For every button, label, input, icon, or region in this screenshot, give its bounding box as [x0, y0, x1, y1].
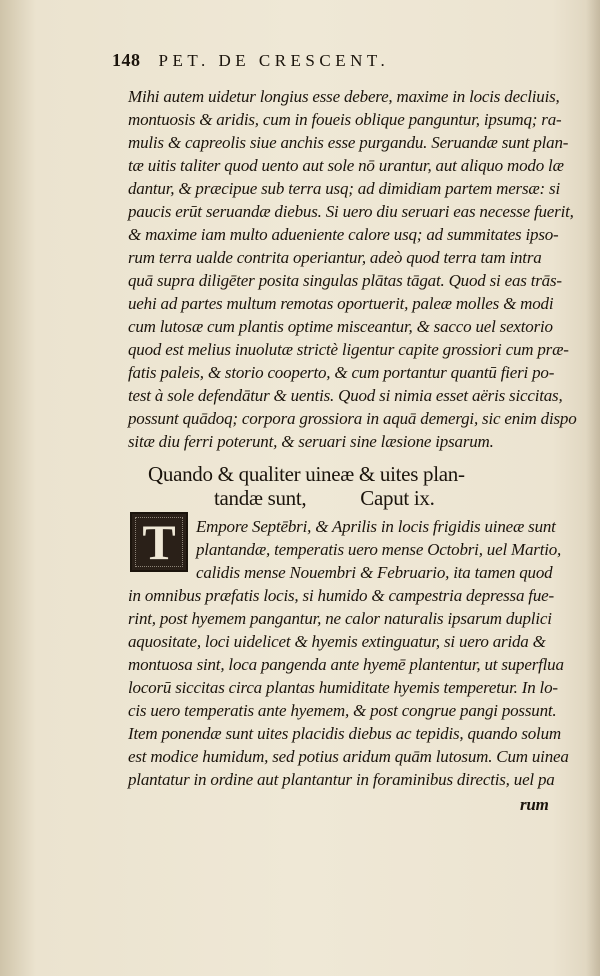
chapter-heading-continued [214, 486, 435, 510]
text-line: uehi ad partes multum remotas oportuerit, paleæ molles & modi [128, 294, 554, 313]
chapter-heading: Quando & qualiter uineæ & uites plan- [148, 462, 465, 486]
text-line: fatis paleis, & storio cooperto, & cum portantur quantū fieri po- [128, 363, 555, 382]
text-line: Mihi autem uidetur longius esse debere, maxime in locis decliuis, [128, 87, 560, 106]
text-line: montuosa sint, loca pangenda ante hyemē plantentur, ut superflua [128, 655, 564, 674]
text-line: cis uero temperatis ante hyemem, & post congrue pangi possunt. [128, 701, 557, 720]
text-line: quā supra diligēter posita singulas plātas tāgat. Quod si eas trās- [128, 271, 562, 290]
text-line: dantur, & præcipue sub terra usq; ad dimidiam partem mersæ: si [128, 179, 560, 198]
text-line: in omnibus præfatis locis, si humido & campestria depressa fue- [128, 586, 554, 605]
text-line: montuosis & aridis, cum in foueis oblique panguntur, ipsumq; ra- [128, 110, 562, 129]
text-line: est modice humidum, sed potius aridum quām lutosum. Cum uinea [128, 747, 569, 766]
text-line: cum lutosæ cum plantis optime misceantur, & sacco uel sextorio [128, 317, 553, 336]
text-line: calidis mense Nouembri & Februario, ita tamen quod [196, 563, 553, 582]
text-line: rint, post hyemem pangantur, ne calor naturalis ipsarum duplici [128, 609, 552, 628]
drop-cap-letter: T [142, 514, 176, 570]
page-number: 148 [112, 50, 141, 70]
text-line: Empore Septēbri, & Aprilis in locis frigidis uineæ sunt [196, 517, 556, 536]
chapter-heading-tail: tandæ sunt, [214, 486, 307, 510]
text-line: test à sole defendātur & uentis. Quod si nimia esset aëris siccitas, [128, 386, 563, 405]
text-line: possunt quādoq; corpora grossiora in aquā demergi, sic enim dispo [128, 409, 577, 428]
page-header [112, 50, 532, 78]
text-line: tæ uitis taliter quod uento aut sole nō urantur, aut aliquo modo læ [128, 156, 564, 175]
page-edge-shadow [586, 0, 600, 976]
text-line: quod est melius inuolutæ strictè ligentur capite grossiori cum præ- [128, 340, 569, 359]
text-line: Item ponendæ sunt uites placidis diebus ac tepidis, quando solum [128, 724, 561, 743]
text-line: & maxime iam multo adueniente calore usq; ad summitates ipso- [128, 225, 559, 244]
text-line: sitæ diu ferri poterunt, & seruari sine læsione ipsarum. [128, 432, 494, 451]
running-head: PET. DE CRESCENT. [158, 51, 390, 70]
chapter-number: Caput ix. [360, 486, 435, 510]
catchword: rum [520, 795, 549, 814]
text-line: aquositate, loci uidelicet & hyemis extinguatur, si uero arida & [128, 632, 546, 651]
text-line: plantatur in ordine aut plantantur in foraminibus directis, uel pa [128, 770, 555, 789]
text-line: plantandæ, temperatis uero mense Octobri, uel Martio, [196, 540, 562, 559]
drop-cap-initial [130, 512, 188, 572]
text-line: rum terra ualde contrita operiantur, adeò quod terra tam intra [128, 248, 542, 267]
text-line: mulis & capreolis siue anchis esse purgandu. Seruandæ sunt plan- [128, 133, 569, 152]
text-line: locorū siccitas circa plantas humiditate hyemis temperetur. In lo- [128, 678, 558, 697]
text-line: paucis erūt seruandæ diebus. Si uero diu seruari eas necesse fuerit, [128, 202, 574, 221]
